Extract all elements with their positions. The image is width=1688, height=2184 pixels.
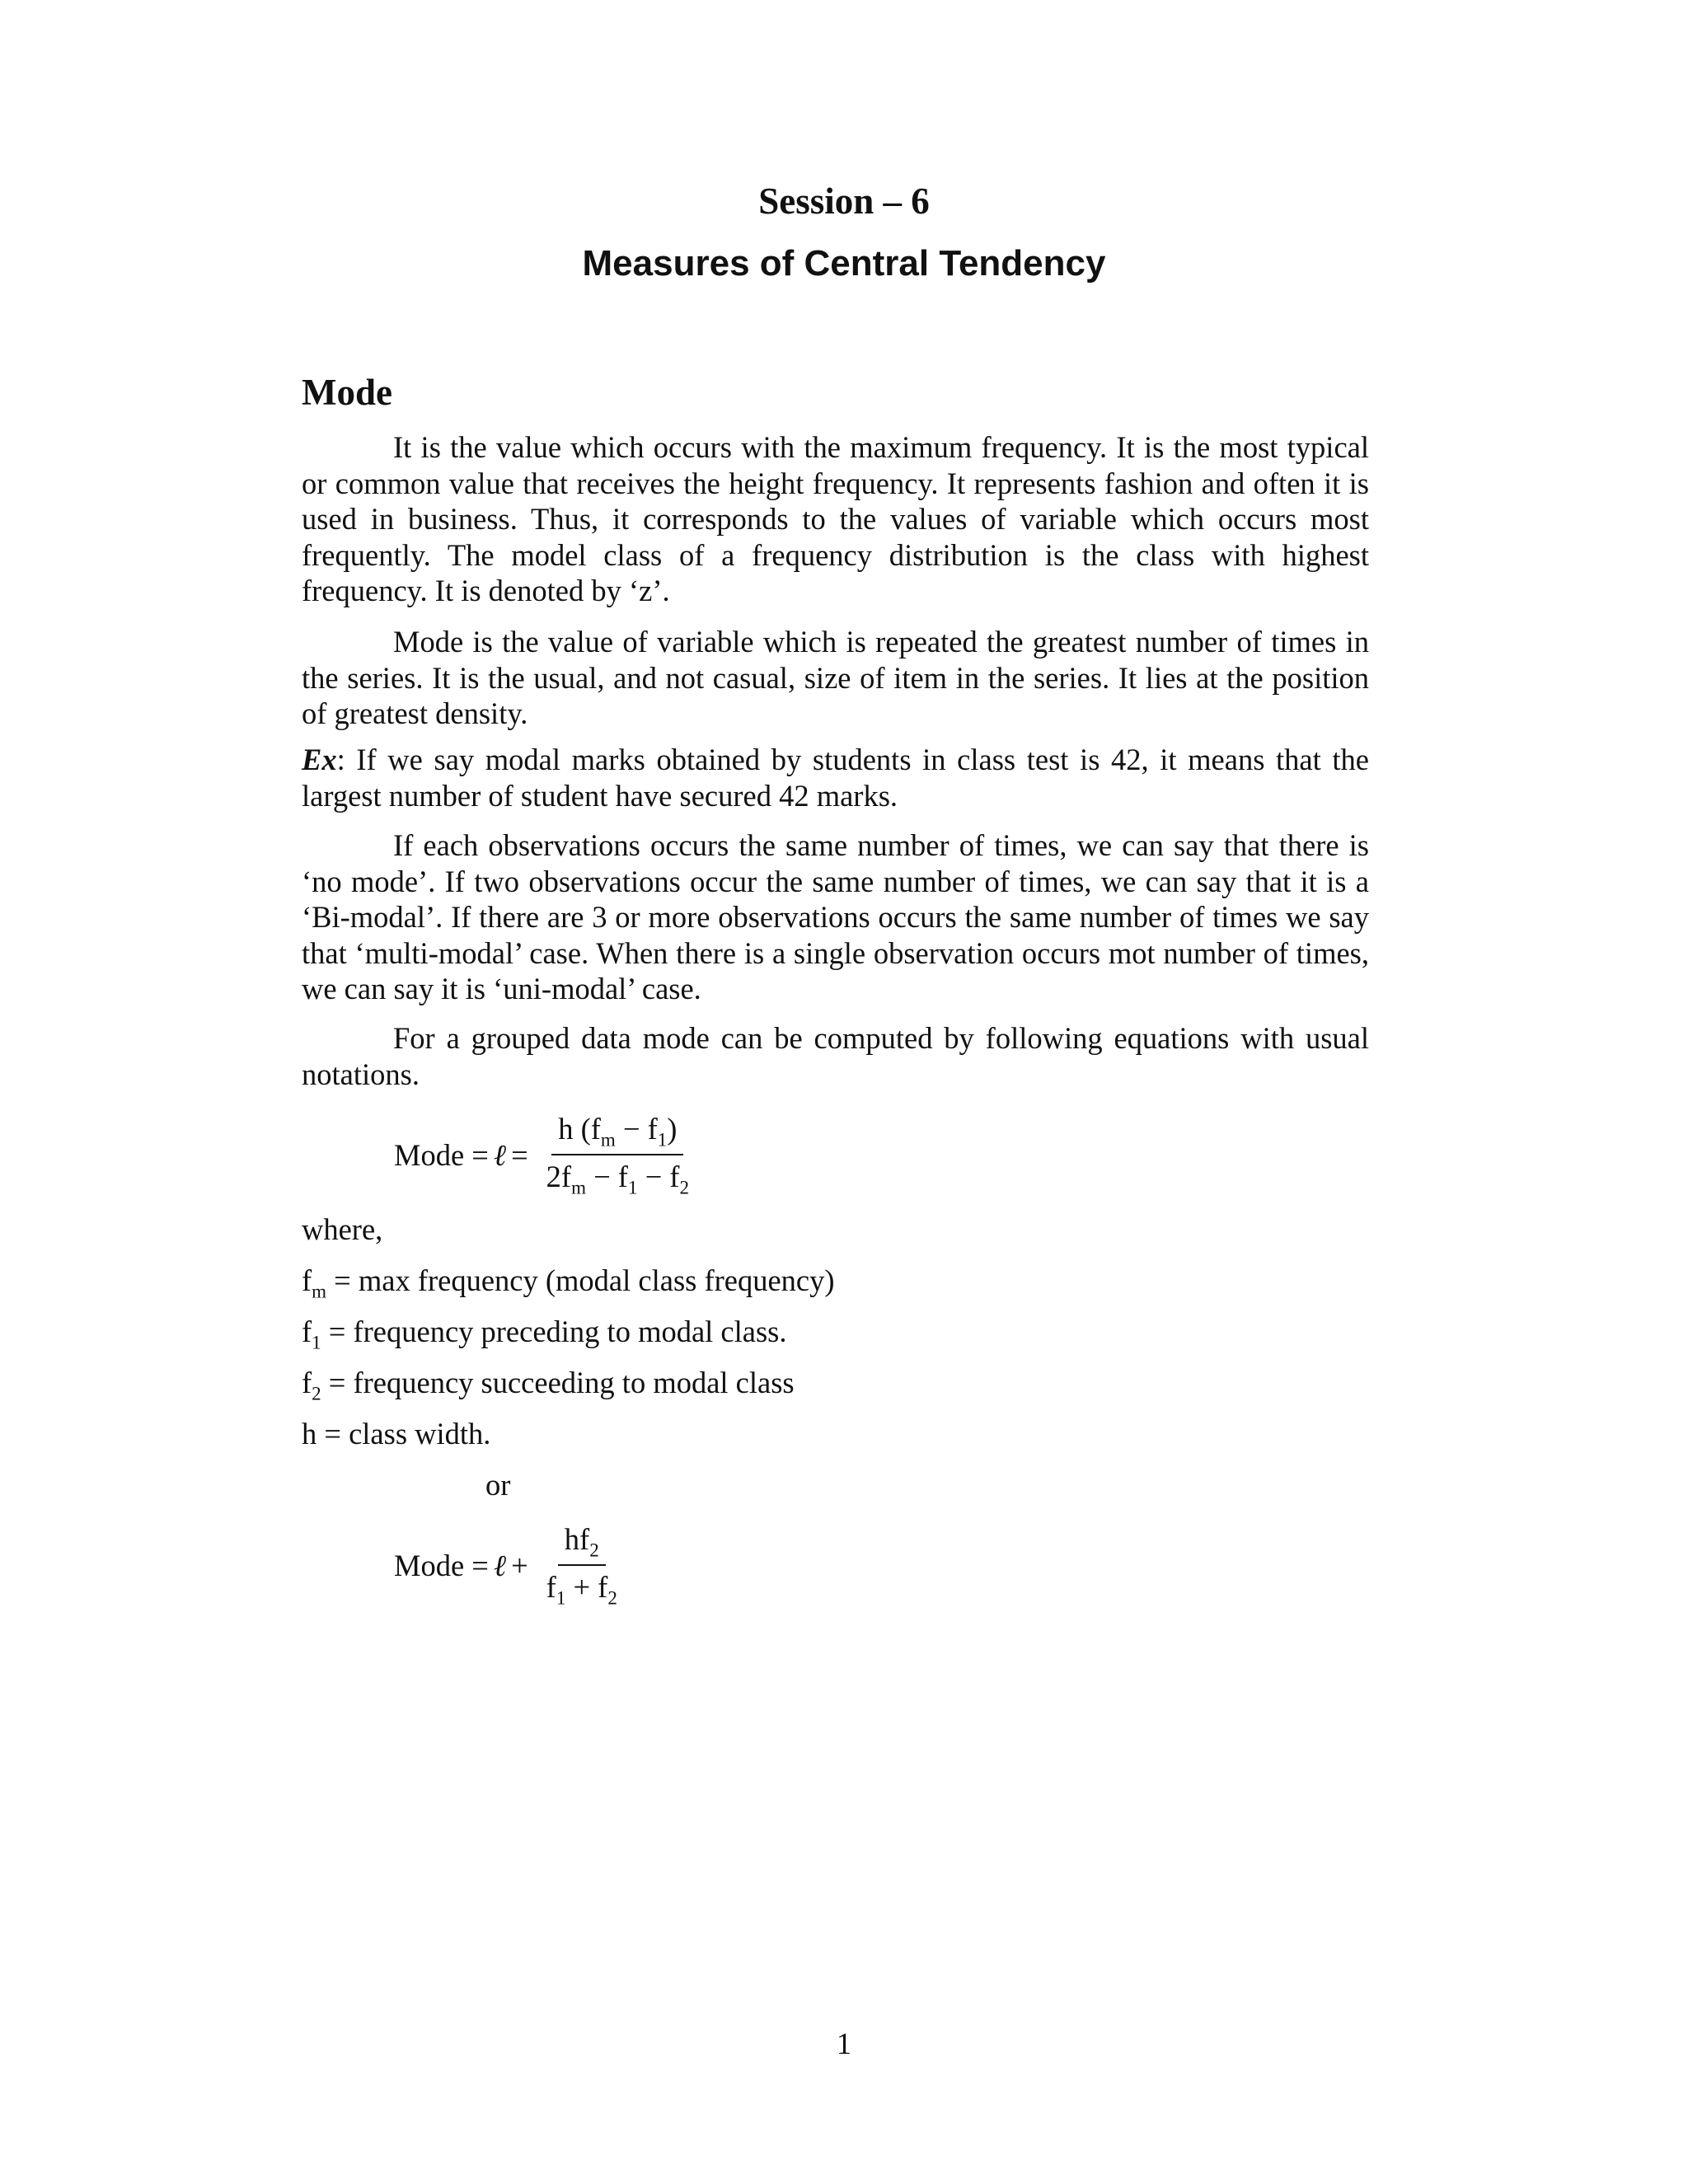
where-label: where, — [302, 1212, 383, 1246]
example-label: Ex — [302, 743, 337, 776]
mode-formula-2 — [394, 1521, 624, 1610]
definition-h: h = class width. — [302, 1417, 491, 1451]
paragraph-repeated-value: Mode is the value of variable which is repeated the greatest number of times in the series. It is the usual, and not casual, size of item in the series. It lies at the position of greatest density. — [302, 625, 1369, 730]
session-title: Session – 6 — [758, 180, 930, 222]
fraction-numerator: h $(f_m - f_1)$ — [551, 1111, 683, 1155]
paragraph-definition: It is the value which occurs with the maximum frequency. It is the most typical or common value that receives the height frequency. It represents fashion and often it is used in business. Thus, it corresponds to the values of variable which occurs most frequently. The model class of a frequency distribution is the class with highest frequency. It is denoted by ‘z’. — [302, 430, 1369, 607]
definition-f1: $f_1$ = frequency preceding to modal class. — [302, 1315, 787, 1353]
formula-operator: = — [511, 1137, 528, 1172]
fraction-denominator: $2f_m - f_1 - f_2$ — [546, 1160, 689, 1198]
formula-fraction — [540, 1111, 696, 1199]
formula-lhs: Mode = — [394, 1548, 489, 1582]
page-number: 1 — [836, 2027, 852, 2060]
fraction-denominator: $f_1 + f_2$ — [546, 1570, 617, 1609]
formula-fraction — [540, 1521, 624, 1610]
paragraph-grouped-data: For a grouped data mode can be computed by following equations with usual notations. — [302, 1021, 1369, 1091]
definition-f2: $f_2$ = frequency succeeding to modal class — [302, 1366, 795, 1404]
definition-fm: $f_m = \max$ frequency (modal class frequency) — [302, 1263, 835, 1302]
page-title: Measures of Central Tendency — [582, 243, 1106, 284]
section-heading: Mode — [302, 372, 392, 413]
example-text: : If we say modal marks obtained by students in class test is 42, it means that the largest number of student have secured 42 marks. — [302, 743, 1369, 813]
formula-operator: + — [511, 1548, 528, 1582]
or-label: or — [485, 1468, 511, 1502]
formula-lhs: Mode = — [394, 1137, 489, 1172]
paragraph-modality: If each observations occurs the same number of times, we can say that there is ‘no mode’. If two observations occur the same number of times, we can say that it is a ‘Bi-modal’. If there are 3 or more observations occurs the same number of times we say that ‘multi-modal’ case. When there is a single observation occurs mot number of times, we can say it is ‘uni-modal’ case. — [302, 828, 1369, 1005]
formula-ell-symbol: ℓ — [493, 1548, 507, 1582]
formula-ell-symbol: ℓ — [493, 1137, 507, 1172]
paragraph-example — [302, 742, 1369, 813]
mode-formula-1 — [394, 1111, 696, 1199]
fraction-numerator: $hf_2$ — [558, 1521, 606, 1566]
